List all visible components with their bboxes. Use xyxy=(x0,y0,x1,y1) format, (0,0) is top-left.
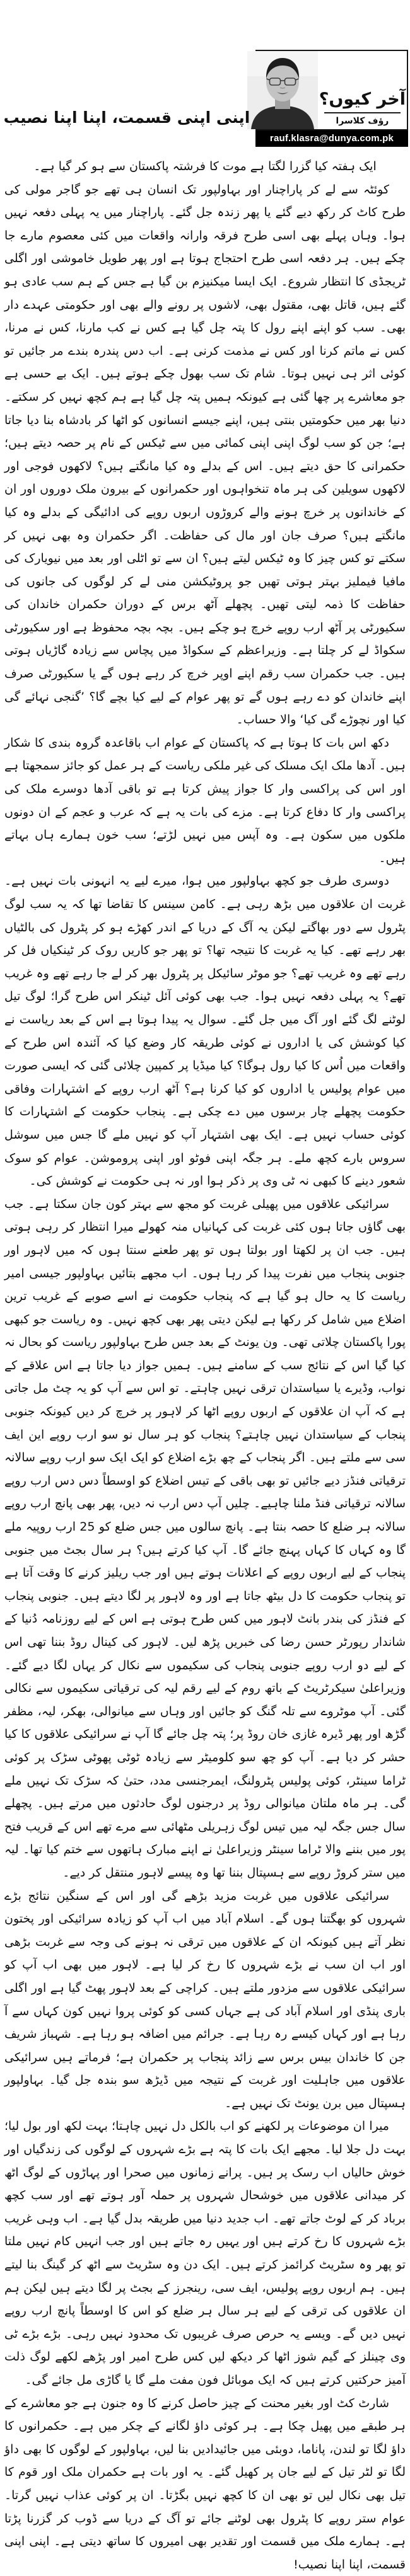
author-email: rauf.klasra@dunya.com.pk xyxy=(269,133,394,144)
article-paragraph: کوئٹہ سے لے کر پاراچنار اور بہاولپور تک انسان ہی تھے جو گاجر مولی کی طرح کاٹ کر رکھ دیے گئے یا پھر زندہ جل گئے۔ پاراچنار میں یہ پہلی دفعہ نہیں ہوا۔ وہاں پہلے بھی اسی طرح فرقہ وارانہ واقعات میں کئی معصوم مارے جا چکے ہیں۔ ہر دفعہ اسی طرح احتجاج ہوتا ہے اور پھر طویل خاموشی اور اگلی ٹریجڈی کا انتظار شروع۔ ایک ایسا میکنیزم بن گیا ہے جس کے ہم سب عادی ہو گئے ہیں، قاتل بھی، مقتول بھی، لاشوں پر رونے والے بھی اور حکومتی عہدے دار بھی۔ سب کو اپنے اپنے رول کا پتہ چل گیا ہے کس نے کب مارنا، کس نے مرنا، کس نے ماتم کرنا اور کس نے مذمت کرنی ہے۔ اب دس پندرہ بندے مر جائیں تو کوئی اثر ہی نہیں ہوتا۔ شام تک سب بھول چکے ہوتے ہیں۔ ایک بے حسی ہے جو معاشرے پر چھا گئی ہے کیونکہ ہمیں پتہ چل گیا ہے ہم کچھ نہیں کر سکتے۔ دنیا بھر میں حکومتیں بنتی ہیں، اپنے جیسے انسانوں کو اٹھا کر بادشاہ بنا دیا جاتا ہے؛ جن کو سب لوگ اپنی اپنی کمائی میں سے ٹیکس کے نام پر حصہ دیتے ہیں؛ حکمرانی کا حق دیتے ہیں۔ اس کے بدلے وہ کیا مانگتے ہیں؟ لاکھوں فوجی اور لاکھوں سویلین کی ہر ماہ تنخواہوں اور حکمرانوں کے بیرون ملک دوروں اور ان کے خاندانوں پر خرچ ہونے والے کروڑوں اربوں روپے کی ادائیگی کے بدلے وہ کیا مانگتے ہیں؟ صرف جان اور مال کی حفاظت۔ اگر حکمران وہ بھی نہیں کر سکتے تو کس چیز کا وہ ٹیکس لیتے ہیں؟ ان سے تو اٹلی اور بعد میں نیویارک کی مافیا فیملیز بہتر ہوتی تھیں جو پروٹیکشن منی لے کر لوگوں کی جانوں کی حفاظت کا ذمہ لیتی تھیں۔ پچھلے آٹھ برس کے دوران حکمران خاندان کی سکیورٹی پر آٹھ ارب روپے خرچ ہو چکے ہیں۔ بچہ بچہ محفوظ ہے اور سکیورٹی سکواڈ لے کر چلتا ہے۔ وزیراعظم کے سکواڈ میں پچاس سے زیادہ گاڑیاں ہوتی ہیں۔ جب حکمران سب رقم اپنے اوپر خرچ کر رہے ہوں گے یا سکیورٹی صرف اپنے خاندان کو دے رہے ہوں گے تو پھر عوام کے لیے کیا بچے گا؟ ’گنجی نہائے گی کیا اور نچوڑے گی کیا‘ والا حساب۔ xyxy=(4,182,406,727)
masthead-box xyxy=(255,50,408,130)
author-photo xyxy=(247,51,318,129)
article-paragraph: دوسری طرف جو کچھ بہاولپور میں ہوا، میرے لیے یہ انہونی بات نہیں ہے۔ غربت ان علاقوں میں بڑھ رہی ہے۔ کامن سینس کا تقاضا تھا کہ یہ سب لوگ پٹرول سے دور بھاگتے لیکن یہ آگ کے دریا کے اندر کھڑے ہو کر پٹرول کی بالٹیاں بھر رہے تھے۔ کیا یہ غربت کا نتیجہ تھا؟ تو پھر جو کاریں روک کر ٹینکیاں فل کر رہے تھے وہ غریب تھے؟ جو موٹر سائیکل پر پٹرول بھر کر لے جا رہے تھے وہ غریب تھے؟ یہ پہلی دفعہ نہیں ہوا۔ جب بھی کوئی آئل ٹینکر اس طرح گرا؛ لوگ تیل لوٹنے لگ گئے اور آگ میں جل گئے۔ سوال یہ پیدا ہوتا ہے اس کے بعد ریاست نے کیا کوشش کی یا اداروں نے کوئی طریقہ کار وضع کیا کہ آئندہ اس طرح کے واقعات میں اُس کا کیا رول ہوگا؟ کیا میڈیا پر کمپین چلائی گئی کہ ایسی صورت میں عوام پولیس یا اداروں کو کیا کرنا ہے؟ آٹھ ارب روپے کے اشتہارات وفاقی حکومت پچھلے چار برسوں میں دے چکی ہے۔ پنجاب حکومت کے اشتہارات کا کوئی حساب نہیں ہے۔ ایک بھی اشتہار آپ کو نہیں ملے گا جس میں سوشل سروس بارے کچھ ملے۔ ہر جگہ اپنی فوٹو اور اپنی پروموشن۔ عوام کو سوک شعور دینے کا کبھی نہ ٹی وی پر ذکر ہوا اور نہ ہی حکومت نے کوشش کی۔ xyxy=(4,874,406,1188)
column-title: آخر کیوں؟ xyxy=(319,89,406,110)
article-paragraph: میرا ان موضوعات پر لکھنے کو اب بالکل دل نہیں چاہتا؛ بہت لکھ اور بول لیا؛ بہت دل جلا لیا۔ مجھے ایک بات کا پتہ ہے بڑے شہروں کے لوگوں کی زندگیاں اور خوش حالیاں اب رسک پر ہیں۔ پرانے زمانوں میں صحرا اور پہاڑوں کے لوگ اٹھ کر میدانی علاقوں میں خوشحال شہروں پر حملہ آور ہوتے تھے اور سب کچھ برباد کر کے لوٹ جاتے تھے۔ اب جدید دنیا میں طریقہ بدل گیا ہے۔ اب وہی غریب بڑے شہروں کا رخ کرتے ہیں اور یہیں رہ جاتے ہیں اور جب انہیں کام نہیں ملتا تو پھر وہ سٹریٹ کرائمز کرتے ہیں۔ ایک دن وہ سٹریٹ سے اٹھ کر گینگ بنا لیتے ہیں۔ ہم اربوں روپے پولیس، ایف سی، رینجرز کے بجٹ پر لگا دیتے ہیں لیکن ہم ان علاقوں کی ترقی کے لیے ہر سال ہر ضلع کو اس کا اوسطاً پانچ ارب روپے نہیں دیں گے۔ ویسے یہ حرص صرف غریبوں تک محدود نہیں رہی۔ بڑے بڑے ٹی وی چینلز کے گیم شوز اٹھا کر دیکھ لیں کس طرح امیر اور پڑھے لکھے لوگ ذلت آمیز حرکتیں کرتے ہیں کہ ایک موبائل فون مفت ملے گا یا گاڑی مل جائے گی۔ xyxy=(4,2119,406,2387)
article-title: اپنی اپنی قسمت، اپنا اپنا نصیب xyxy=(3,108,250,127)
article-paragraph: دکھ اس بات کا ہوتا ہے کہ پاکستان کے عوام اب باقاعدہ گروہ بندی کا شکار ہیں۔ آدھا ملک ایک مسلک کی غیر ملکی ریاست کے ہر عمل کو جائز سمجھتا ہے اور اس کی پراکسی وار کا جواز پیش کرتا ہے تو باقی آدھا دوسرے ملک کی پراکسی وار کا دفاع کرتا ہے۔ مزے کی بات یہ ہے کہ عرب و عجم کے ان دونوں ملکوں میں سکون ہے۔ وہ آپس میں نہیں لڑتے؛ سب خون ہمارے ہاں بہاتے ہیں۔ xyxy=(4,735,406,865)
masthead-title-block xyxy=(318,51,407,129)
article-paragraph: ایک ہفتہ کیا گزرا لگتا ہے موت کا فرشتہ پاکستان سے ہو کر گیا ہے۔ xyxy=(33,159,377,173)
article-paragraph: شارٹ کٹ اور بغیر محنت کے چیز حاصل کرنے کا وہ جنون ہے جو معاشرے کے ہر طبقے میں پھیل چکا ہے۔ ہر کوئی داؤ لگانے کے چکر میں ہے۔ حکمرانوں کا داؤ لگا تو لندن، پاناما، دوبئی میں جائیدادیں بنا لیں، بہاولپور کے لوگوں کا بھی داؤ لگا تو لٹر تیل کے لیے جان پر کھیل گئے۔ یہ اور بات ہے حکمران ملک اور قوم کا تیل بھی نکال لیں تو بھی ان کا کچھ نہیں بگڑتا۔ ان پر کوئی عذاب نہیں گرتا۔ عوام ستر روپے کا پٹرول بھی لوٹنے جائے تو آگ کے دریا سے ڈوب کر گزرنا پڑتا ہے۔ ہمارے ملک میں قسمت اور تقدیر بھی امیروں کا ساتھ دیتی ہے۔ اپنی اپنی قسمت، اپنا اپنا نصیب! xyxy=(4,2396,406,2572)
author-email-bar xyxy=(255,130,408,147)
article-paragraph: سرائیکی علاقوں میں غربت مزید بڑھے گی اور اس کے سنگین نتائج بڑے شہروں کو بھگتنا ہوں گے۔ اسلام آباد میں اب آپ کو زیادہ سرائیکی اور پختون نظر آتے ہیں کیونکہ ان کے علاقوں میں ترقی نہ ہونے کی وجہ سے غربت بڑھی اور اب ان سب نے بڑے شہروں کا رخ کر لیا ہے۔ لاہور میں بھی اب آپ کو سرائیکی علاقوں سے مزدور ملتے ہیں۔ کراچی کے بعد لاہور پھٹ گیا ہے اور اگلی باری پنڈی اور اسلام آباد کی ہے جہاں کسی کو کوئی پروا نہیں کون کہاں سے آ رہا ہے اور کہاں کیسے رہ رہا ہے۔ جرائم میں اضافہ ہو رہا ہے۔ شہباز شریف جن کا خاندان بیس برس سے زائد پنجاب پر حکمران ہے؛ فرماتے ہیں سرائیکی علاقوں میں جاہلیت اور غربت کے نتیجہ میں ڈیڑھ سو بندہ جل گیا۔ بہاولپور ہسپتال میں برن یونٹ تک نہیں ہے۔ xyxy=(4,1889,406,2110)
masthead-divider xyxy=(324,112,401,113)
author-name: رؤف کلاسرا xyxy=(336,116,389,126)
article-paragraph: سرائیکی علاقوں میں پھیلی غربت کو مجھ سے بہتر کون جان سکتا ہے۔ جب بھی گاؤں جاتا ہوں کئی غربت کی کہانیاں منہ کھولے میرا انتظار کر رہی ہوتی ہیں۔ جب ان پر لکھتا اور بولتا ہوں تو پھر طعنے سنتا ہوں کہ میں لاہور اور جنوبی پنجاب میں نفرت پیدا کر رہا ہوں۔ اب مجھے بتائیں بہاولپور جیسی امیر ریاست کا یہ حال ہو گیا ہے کہ پنجاب حکومت نے اسے صوبے کے غریب ترین اضلاع میں شامل کر رکھا ہے لیکن دیتی پھر بھی کچھ نہیں۔ وہ ریاست جو کبھی پورا پاکستان چلاتی تھی۔ ون یونٹ کے بعد جس طرح بہاولپور ریاست کو بحال نہ کیا گیا اس کے نتائج سب کے سامنے ہیں۔ ہمیں جواز دیا جاتا ہے اس علاقے کے نواب، وڈیرے یا سیاستدان ترقی نہیں چاہتے۔ تو اس سے آپ کو یہ چٹ مل جاتی ہے کہ آپ ان علاقوں کے اربوں روپے اٹھا کر لاہور پر خرچ کر دیں کیونکہ جنوبی پنجاب کے سیاستدان نہیں چاہتے؟ پنجاب کو ہر سال نو سو ارب روپے این ایف سی سے ملتے ہیں۔ اگر پنجاب کے چھ بڑے اضلاع کو ایک ایک سو ارب روپے سالانہ ترقیاتی فنڈز دیے جائیں تو بھی باقی کے تیس اضلاع کو اوسطاً دس دس ارب روپے سالانہ ترقیاتی فنڈ ملنا چاہیے۔ چلیں آپ دس ارب نہ دیں، پھر بھی پانچ ارب روپے سالانہ ہر ضلع کا حصہ بنتا ہے۔ پانچ سالوں میں جس ضلع کو 25 ارب روپیہ ملے گا وہ کہاں کا کہاں پہنچ جائے گا۔ آپ کیا کرتے ہیں؟ ہر سال بجٹ میں جنوبی پنجاب کے لیے اربوں روپے کے اعلانات ہوتے ہیں اور جب ریلیز کرنے کا وقت آتا ہے تو پنجاب حکومت کا دل بیٹھ جاتا ہے اور وہ لاہور پر لگا دیتے ہیں۔ جنوبی پنجاب کے فنڈز کی بندر بانٹ لاہور میں کس طرح ہوتی ہے اس کے لیے روزنامہ دُنیا کے شاندار رپورٹر حسن رضا کی خبریں پڑھ لیں۔ لاہور کی کینال روڈ بننا تھی اس کے لیے دو ارب روپے جنوبی پنجاب کی سکیموں سے نکال کر یہاں لگا دیے گئے۔ وزیراعلیٰ سیکرٹریٹ کے باتھ روم کے لیے رقم لیہ کی ترقیاتی سکیموں سے نکالی گئی۔ آپ موٹروے سے تلہ گنگ کو جائیں اور وہاں سے میانوالی، بھکر، لیہ، مظفر گڑھ اور پھر ڈیرہ غازی خان روڈ پر؛ پتہ چل جائے گا آپ نے سرائیکی علاقوں کا کیا حشر کر دیا ہے۔ آپ کو چھ سو کلومیٹر سے زیادہ ٹوٹی پھوٹی سڑک پر کوئی ٹراما سینٹر، کوئی پولیس پٹرولنگ، ایمرجنسی مدد، حتیٰ کہ سڑک تک نہیں ملے گی۔ ہر ماہ ملتان میانوالی روڈ پر درجنوں لوگ حادثوں میں مرتے ہیں۔ پچھلے سال جس جگہ لیہ میں تیس لوگ زہریلی مٹھائی سے مرے تھے اس کے قریب فتح پور میں بننے والا ٹراما سینٹر وزیراعلیٰ نے اپنے مبارک ہاتھوں سے ختم کیا تھا۔ لیہ میں ستر کروڑ روپے سے ہسپتال بننا تھا وہ پیسے لاہور منتقل کر دیے۔ xyxy=(4,1197,406,1880)
column-masthead xyxy=(255,50,408,147)
article-body xyxy=(4,155,406,2572)
